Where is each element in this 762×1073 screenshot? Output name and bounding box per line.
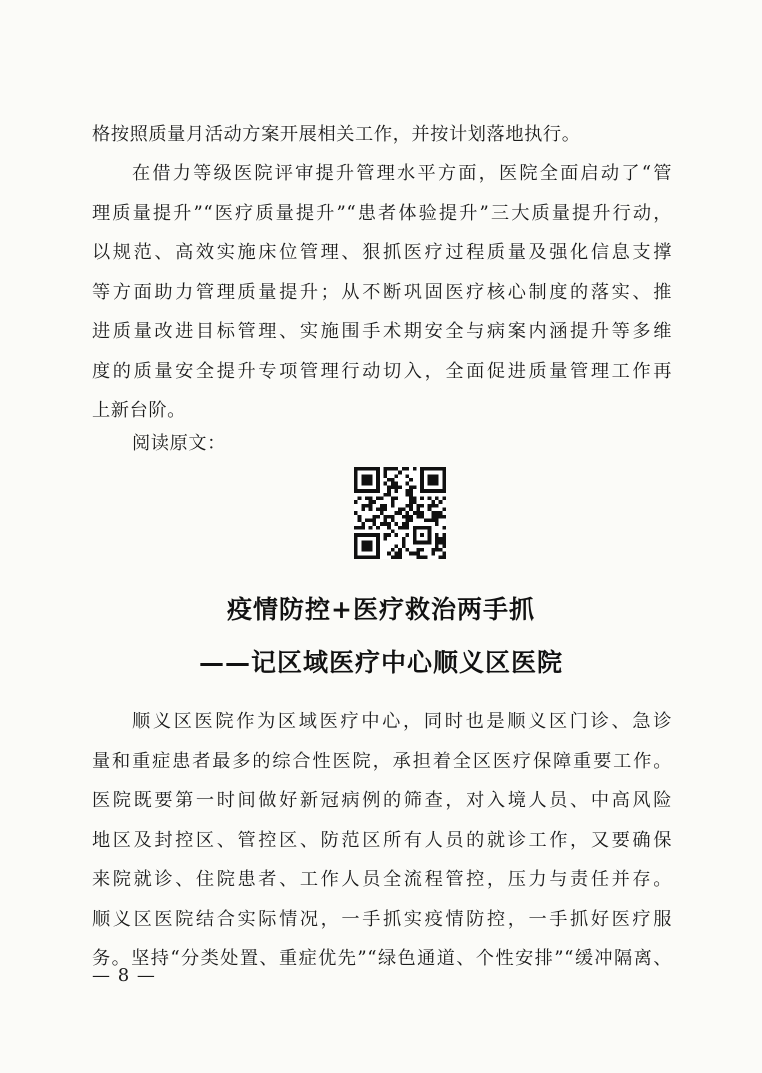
paragraph-continuation [92,115,672,155]
text-line: 在借力等级医院评审提升管理水平方面，医院全面启动了“管 [132,163,672,184]
text-line: 以规范、高效实施床位管理、狠抓医疗过程质量及强化信息支撑 [92,242,672,263]
text-line: 格按照质量月活动方案开展相关工作，并按计划落地执行。 [92,124,581,145]
article-title: 疫情防控+医疗救治两手抓 [227,595,535,624]
qr-code-icon[interactable] [354,467,446,559]
paragraph-quality-evaluation [92,154,672,431]
text-line: 进质量改进目标管理、实施围手术期安全与病案内涵提升等多维 [92,321,672,342]
text-line: 医院既要第一时间做好新冠病例的筛查，对入境人员、中高风险 [92,790,672,811]
text-line: 顺义区医院作为区域医疗中心，同时也是顺义区门诊、急诊 [132,711,672,732]
text-line: 量和重症患者最多的综合性医院，承担着全区医疗保障重要工作。 [92,750,672,772]
text-line: 等方面助力管理质量提升；从不断巩固医疗核心制度的落实、推 [92,281,672,303]
text-line: 地区及封控区、管控区、防范区所有人员的就诊工作，又要确保 [92,829,672,851]
text-line: 上新台阶。 [92,400,186,421]
text-line: 阅读原文： [132,433,226,454]
article-subtitle: ——记区域医疗中心顺义区医院 [198,648,563,677]
read-original-label [92,424,672,464]
text-line: 务。坚持“分类处置、重症优先”“绿色通道、个性安排”“缓冲隔离、 [92,948,672,969]
text-line: 度的质量安全提升专项管理行动切入，全面促进质量管理工作再 [92,360,672,382]
paragraph-shunyi-hospital [92,702,672,979]
page-number: — 8 — [92,965,156,986]
text-line: 理质量提升”“医疗质量提升”“患者体验提升”三大质量提升行动， [92,202,672,224]
text-line: 顺义区医院结合实际情况，一手抓实疫情防控，一手抓好医疗服 [92,908,672,930]
text-line: 来院就诊、住院患者、工作人员全流程管控，压力与责任并存。 [92,869,672,890]
